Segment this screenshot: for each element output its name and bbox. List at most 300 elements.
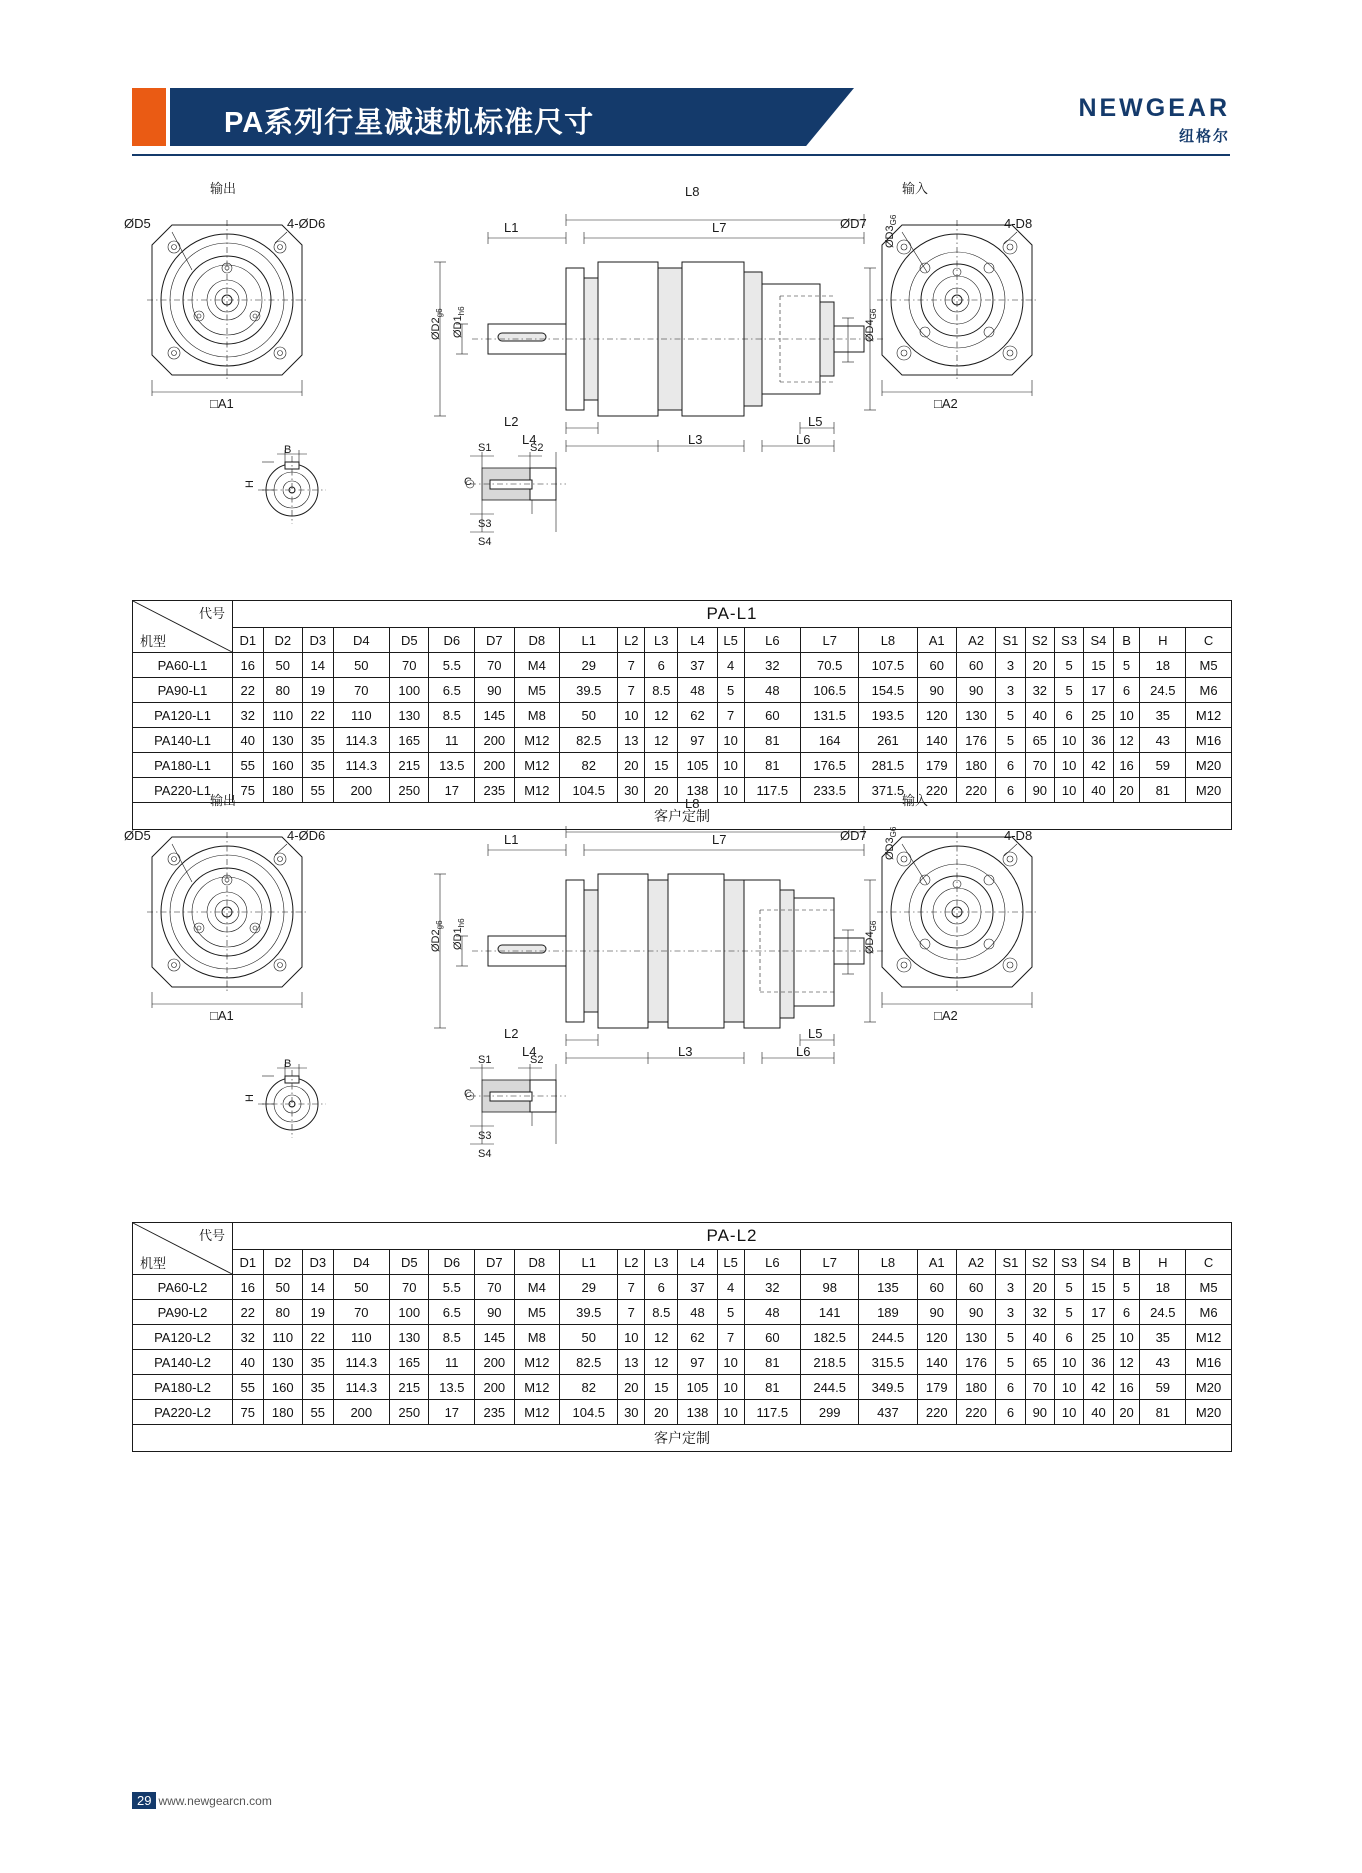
cell: 25 bbox=[1084, 703, 1113, 728]
cell: 36 bbox=[1084, 728, 1113, 753]
table2-col: D5 bbox=[390, 1250, 429, 1275]
cell: 22 bbox=[302, 1325, 333, 1350]
d1-label-1: $ØD1_{h6}$ bbox=[452, 306, 467, 338]
table2-col: L1 bbox=[560, 1250, 618, 1275]
table2-model: PA180-L2 bbox=[133, 1375, 233, 1400]
cell: 5 bbox=[996, 703, 1025, 728]
cell: 5 bbox=[996, 1350, 1025, 1375]
cell: 3 bbox=[996, 1300, 1025, 1325]
cell: 10 bbox=[717, 1400, 744, 1425]
output-label-1: 输出 bbox=[210, 181, 237, 196]
c-label-1: C bbox=[464, 476, 472, 488]
table2-col: D1 bbox=[233, 1250, 264, 1275]
brand-name-cn: 纽格尔 bbox=[1178, 128, 1230, 145]
s4-label-2: S4 bbox=[478, 1148, 492, 1160]
table2-corner-bottom: 机型 bbox=[140, 1256, 167, 1271]
table1-column-header-row bbox=[133, 628, 1232, 653]
cell: 29 bbox=[560, 653, 618, 678]
cell: 13 bbox=[618, 1350, 645, 1375]
cell: 15 bbox=[1084, 1275, 1113, 1300]
c-label-2: C bbox=[464, 1088, 472, 1100]
cell: 90 bbox=[475, 1300, 514, 1325]
cell: 5 bbox=[717, 678, 744, 703]
cell: 5 bbox=[1054, 1275, 1083, 1300]
cell: 250 bbox=[390, 778, 429, 803]
table-row bbox=[133, 1400, 1232, 1425]
cell: 15 bbox=[1084, 653, 1113, 678]
page-footer bbox=[132, 1792, 272, 1809]
cell: 50 bbox=[333, 653, 390, 678]
l3-label-1: L3 bbox=[688, 432, 703, 447]
d2-label-2: $ØD2_{g6}$ bbox=[430, 920, 445, 952]
cell: 200 bbox=[475, 728, 514, 753]
cell: 138 bbox=[678, 1400, 717, 1425]
table2-model: PA220-L2 bbox=[133, 1400, 233, 1425]
cell: 12 bbox=[645, 728, 678, 753]
cell: 97 bbox=[678, 1350, 717, 1375]
table2-col: S3 bbox=[1054, 1250, 1083, 1275]
cell: 106.5 bbox=[801, 678, 859, 703]
table2-col: D3 bbox=[302, 1250, 333, 1275]
cell: 215 bbox=[390, 753, 429, 778]
cell: 48 bbox=[678, 1300, 717, 1325]
cell: 20 bbox=[1113, 778, 1140, 803]
cell: 11 bbox=[429, 728, 475, 753]
cell: 10 bbox=[1054, 1400, 1083, 1425]
cell: 12 bbox=[1113, 728, 1140, 753]
l1-label-2: L1 bbox=[504, 832, 519, 847]
cell: 220 bbox=[917, 778, 956, 803]
cell: 40 bbox=[1084, 778, 1113, 803]
table1-col: D8 bbox=[514, 628, 560, 653]
cell: 81 bbox=[744, 753, 801, 778]
cell: 97 bbox=[678, 728, 717, 753]
cell: 32 bbox=[233, 1325, 264, 1350]
table1-col: L8 bbox=[859, 628, 917, 653]
cell: 37 bbox=[678, 1275, 717, 1300]
cell: 200 bbox=[475, 753, 514, 778]
cell: 70 bbox=[390, 653, 429, 678]
table-row bbox=[133, 728, 1232, 753]
cell: 130 bbox=[390, 703, 429, 728]
d4-label-2: $ØD4_{G6}$ bbox=[864, 920, 879, 954]
cell: 36 bbox=[1084, 1350, 1113, 1375]
cell: 37 bbox=[678, 653, 717, 678]
cell: 32 bbox=[1025, 1300, 1054, 1325]
header-rule bbox=[132, 154, 1230, 156]
cell: 22 bbox=[233, 678, 264, 703]
cell: M8 bbox=[514, 703, 560, 728]
cell: M20 bbox=[1186, 753, 1232, 778]
cell: 7 bbox=[717, 1325, 744, 1350]
cell: 24.5 bbox=[1140, 1300, 1186, 1325]
cell: 20 bbox=[645, 1400, 678, 1425]
cell: 35 bbox=[302, 1375, 333, 1400]
cell: 35 bbox=[1140, 1325, 1186, 1350]
table2-col: H bbox=[1140, 1250, 1186, 1275]
cell: 35 bbox=[302, 1350, 333, 1375]
cell: 5 bbox=[996, 728, 1025, 753]
cell: 16 bbox=[233, 653, 264, 678]
cell: 22 bbox=[302, 703, 333, 728]
cell: 114.3 bbox=[333, 1375, 390, 1400]
cell: 48 bbox=[744, 678, 801, 703]
cell: 7 bbox=[618, 678, 645, 703]
cell: 179 bbox=[917, 753, 956, 778]
cell: 6.5 bbox=[429, 678, 475, 703]
a2-label-1: □A2 bbox=[934, 396, 958, 411]
cell: M12 bbox=[514, 1375, 560, 1400]
cell: 20 bbox=[618, 1375, 645, 1400]
cell: 65 bbox=[1025, 1350, 1054, 1375]
table1-col: A2 bbox=[956, 628, 995, 653]
table1-col: D3 bbox=[302, 628, 333, 653]
cell: 59 bbox=[1140, 1375, 1186, 1400]
cell: 32 bbox=[744, 653, 801, 678]
cell: 261 bbox=[859, 728, 917, 753]
cell: 19 bbox=[302, 1300, 333, 1325]
cell: 12 bbox=[1113, 1350, 1140, 1375]
cell: 104.5 bbox=[560, 1400, 618, 1425]
cell: 43 bbox=[1140, 1350, 1186, 1375]
table2-corner bbox=[133, 1223, 233, 1275]
d7-label-2: ØD7 bbox=[840, 828, 867, 843]
d8-label-1: 4-D8 bbox=[1004, 216, 1033, 231]
table2-col: D4 bbox=[333, 1250, 390, 1275]
a1-label-1: □A1 bbox=[210, 396, 234, 411]
cell: M6 bbox=[1186, 1300, 1232, 1325]
cell: 5 bbox=[1113, 1275, 1140, 1300]
cell: 20 bbox=[1025, 653, 1054, 678]
cell: 200 bbox=[333, 1400, 390, 1425]
cell: 120 bbox=[917, 1325, 956, 1350]
cell: 6.5 bbox=[429, 1300, 475, 1325]
cell: 90 bbox=[956, 1300, 995, 1325]
cell: 39.5 bbox=[560, 1300, 618, 1325]
table2-col: L8 bbox=[859, 1250, 917, 1275]
cell: 141 bbox=[801, 1300, 859, 1325]
cell: 180 bbox=[956, 753, 995, 778]
cell: 10 bbox=[717, 728, 744, 753]
cell: M6 bbox=[1186, 678, 1232, 703]
brand-logo bbox=[1078, 94, 1230, 146]
cell: 10 bbox=[1054, 728, 1083, 753]
cell: M20 bbox=[1186, 778, 1232, 803]
cell: 40 bbox=[233, 728, 264, 753]
cell: 81 bbox=[744, 1350, 801, 1375]
page-title: PA系列行星减速机标准尺寸 bbox=[224, 107, 595, 139]
cell: 75 bbox=[233, 1400, 264, 1425]
cell: 110 bbox=[333, 1325, 390, 1350]
table1-col: D7 bbox=[475, 628, 514, 653]
cell: 10 bbox=[717, 1375, 744, 1400]
cell: 114.3 bbox=[333, 1350, 390, 1375]
cell: 7 bbox=[618, 1275, 645, 1300]
cell: M12 bbox=[514, 753, 560, 778]
table2-col: L7 bbox=[801, 1250, 859, 1275]
cell: 70 bbox=[390, 1275, 429, 1300]
cell: 6 bbox=[1054, 1325, 1083, 1350]
cell: 117.5 bbox=[744, 1400, 801, 1425]
table1-col: S1 bbox=[996, 628, 1025, 653]
cell: 105 bbox=[678, 753, 717, 778]
cell: 5 bbox=[1054, 653, 1083, 678]
cell: 5.5 bbox=[429, 653, 475, 678]
cell: 22 bbox=[233, 1300, 264, 1325]
cell: 6 bbox=[645, 1275, 678, 1300]
table2-col: C bbox=[1186, 1250, 1232, 1275]
cell: 145 bbox=[475, 703, 514, 728]
table1-model: PA90-L1 bbox=[133, 678, 233, 703]
cell: 6 bbox=[996, 1375, 1025, 1400]
input-label-2: 输入 bbox=[902, 793, 929, 808]
cell: 10 bbox=[1113, 1325, 1140, 1350]
cell: 5 bbox=[717, 1300, 744, 1325]
cell: 10 bbox=[1113, 703, 1140, 728]
h-label-2: H bbox=[244, 1094, 256, 1102]
l8-label-2: L8 bbox=[685, 796, 700, 811]
cell: 5.5 bbox=[429, 1275, 475, 1300]
cell: 6 bbox=[645, 653, 678, 678]
cell: 17 bbox=[429, 778, 475, 803]
cell: 12 bbox=[645, 703, 678, 728]
cell: 20 bbox=[618, 753, 645, 778]
table-row bbox=[133, 753, 1232, 778]
cell: 130 bbox=[956, 703, 995, 728]
table-row bbox=[133, 1350, 1232, 1375]
cell: 55 bbox=[233, 1375, 264, 1400]
d5-label-2: ØD5 bbox=[124, 828, 151, 843]
table-row bbox=[133, 653, 1232, 678]
cell: 349.5 bbox=[859, 1375, 917, 1400]
cell: 138 bbox=[678, 778, 717, 803]
cell: 50 bbox=[560, 1325, 618, 1350]
s3-label-1: S3 bbox=[478, 518, 492, 530]
cell: M5 bbox=[514, 1300, 560, 1325]
cell: 130 bbox=[263, 1350, 302, 1375]
table2-col: A2 bbox=[956, 1250, 995, 1275]
table2-model: PA90-L2 bbox=[133, 1300, 233, 1325]
cell: 8.5 bbox=[429, 1325, 475, 1350]
table-pa-l2-wrap bbox=[132, 1222, 1232, 1452]
cell: 55 bbox=[302, 778, 333, 803]
cell: 80 bbox=[263, 1300, 302, 1325]
d1-label-2: $ØD1_{h6}$ bbox=[452, 918, 467, 950]
cell: M20 bbox=[1186, 1375, 1232, 1400]
cell: 60 bbox=[917, 1275, 956, 1300]
cell: 81 bbox=[744, 1375, 801, 1400]
table2-col: D6 bbox=[429, 1250, 475, 1275]
cell: 81 bbox=[744, 728, 801, 753]
cell: 40 bbox=[1025, 703, 1054, 728]
table1-col: D6 bbox=[429, 628, 475, 653]
cell: 130 bbox=[956, 1325, 995, 1350]
output-face-view-2 bbox=[132, 822, 372, 1022]
table-row bbox=[133, 1275, 1232, 1300]
cell: 13 bbox=[618, 728, 645, 753]
cell: 131.5 bbox=[801, 703, 859, 728]
cell: 220 bbox=[956, 1400, 995, 1425]
cell: 10 bbox=[1054, 753, 1083, 778]
cell: 220 bbox=[917, 1400, 956, 1425]
cell: 16 bbox=[233, 1275, 264, 1300]
table2-col: B bbox=[1113, 1250, 1140, 1275]
cell: 40 bbox=[1084, 1400, 1113, 1425]
cell: 30 bbox=[618, 1400, 645, 1425]
table1-model: PA60-L1 bbox=[133, 653, 233, 678]
cell: 5 bbox=[1054, 678, 1083, 703]
cell: 104.5 bbox=[560, 778, 618, 803]
table2-model: PA120-L2 bbox=[133, 1325, 233, 1350]
l4-label-1: L4 bbox=[522, 432, 537, 447]
cell: 6 bbox=[1054, 703, 1083, 728]
cell: 117.5 bbox=[744, 778, 801, 803]
table2-col: L5 bbox=[717, 1250, 744, 1275]
cell: 200 bbox=[475, 1350, 514, 1375]
cell: 20 bbox=[645, 778, 678, 803]
cell: 30 bbox=[618, 778, 645, 803]
cell: 16 bbox=[1113, 753, 1140, 778]
l6-label-1: L6 bbox=[796, 432, 811, 447]
d6-label-1: 4-ØD6 bbox=[287, 216, 326, 231]
table1-col: L3 bbox=[645, 628, 678, 653]
table1-col: H bbox=[1140, 628, 1186, 653]
b-label-2: B bbox=[284, 1058, 292, 1070]
cell: 60 bbox=[744, 1325, 801, 1350]
table1-col: L1 bbox=[560, 628, 618, 653]
cell: 5 bbox=[1054, 1300, 1083, 1325]
l7-label-2: L7 bbox=[712, 832, 727, 847]
cell: 193.5 bbox=[859, 703, 917, 728]
cell: 70 bbox=[333, 678, 390, 703]
cell: 98 bbox=[801, 1275, 859, 1300]
cell: 180 bbox=[956, 1375, 995, 1400]
cell: M5 bbox=[1186, 653, 1232, 678]
cell: 220 bbox=[956, 778, 995, 803]
cell: 5 bbox=[1113, 653, 1140, 678]
bolt-detail-view-1 bbox=[390, 440, 590, 550]
cell: 82 bbox=[560, 1375, 618, 1400]
cell: 8.5 bbox=[645, 1300, 678, 1325]
cell: 55 bbox=[233, 753, 264, 778]
cell: 70 bbox=[1025, 1375, 1054, 1400]
cell: 107.5 bbox=[859, 653, 917, 678]
cell: 18 bbox=[1140, 653, 1186, 678]
table1-corner-bottom: 机型 bbox=[140, 634, 167, 649]
d8-label-2: 4-D8 bbox=[1004, 828, 1033, 843]
cell: 235 bbox=[475, 1400, 514, 1425]
cell: 50 bbox=[333, 1275, 390, 1300]
table2-col: D2 bbox=[263, 1250, 302, 1275]
cell: 50 bbox=[560, 703, 618, 728]
table1-col: D2 bbox=[263, 628, 302, 653]
table1-col: S4 bbox=[1084, 628, 1113, 653]
l6-label-2: L6 bbox=[796, 1044, 811, 1059]
cell: 10 bbox=[717, 1350, 744, 1375]
table1-col: A1 bbox=[917, 628, 956, 653]
b-label-1: B bbox=[284, 444, 292, 456]
page-number: 29 bbox=[132, 1792, 156, 1809]
cell: M8 bbox=[514, 1325, 560, 1350]
cell: 3 bbox=[996, 653, 1025, 678]
cell: 24.5 bbox=[1140, 678, 1186, 703]
cell: 315.5 bbox=[859, 1350, 917, 1375]
table-row bbox=[133, 1325, 1232, 1350]
cell: 48 bbox=[678, 678, 717, 703]
cell: M5 bbox=[514, 678, 560, 703]
cell: 233.5 bbox=[801, 778, 859, 803]
table1-col: C bbox=[1186, 628, 1232, 653]
s2-label-1: S2 bbox=[530, 442, 544, 454]
cell: M16 bbox=[1186, 1350, 1232, 1375]
cell: 62 bbox=[678, 1325, 717, 1350]
cell: 10 bbox=[717, 778, 744, 803]
cell: 371.5 bbox=[859, 778, 917, 803]
cell: 16 bbox=[1113, 1375, 1140, 1400]
table2-col: A1 bbox=[917, 1250, 956, 1275]
d5-label-1: ØD5 bbox=[124, 216, 151, 231]
l2-label-2: L2 bbox=[504, 1026, 519, 1041]
cell: 42 bbox=[1084, 1375, 1113, 1400]
table-row bbox=[133, 1375, 1232, 1400]
cell: 90 bbox=[475, 678, 514, 703]
table2-model: PA60-L2 bbox=[133, 1275, 233, 1300]
cell: 60 bbox=[917, 653, 956, 678]
d4-label-1: $ØD4_{G6}$ bbox=[864, 308, 879, 342]
cell: M12 bbox=[1186, 1325, 1232, 1350]
cell: 5 bbox=[996, 1325, 1025, 1350]
cell: 114.3 bbox=[333, 753, 390, 778]
cell: 13.5 bbox=[429, 1375, 475, 1400]
s1-label-1: S1 bbox=[478, 442, 492, 454]
cell: 180 bbox=[263, 1400, 302, 1425]
table1-col: D1 bbox=[233, 628, 264, 653]
table1-col: L6 bbox=[744, 628, 801, 653]
cell: M20 bbox=[1186, 1400, 1232, 1425]
cell: 182.5 bbox=[801, 1325, 859, 1350]
cell: 17 bbox=[429, 1400, 475, 1425]
cell: 110 bbox=[263, 1325, 302, 1350]
cell: 70 bbox=[475, 1275, 514, 1300]
cell: 12 bbox=[645, 1325, 678, 1350]
cell: 70 bbox=[475, 653, 514, 678]
cell: 281.5 bbox=[859, 753, 917, 778]
cell: 81 bbox=[1140, 778, 1186, 803]
cell: 39.5 bbox=[560, 678, 618, 703]
table1-col: D5 bbox=[390, 628, 429, 653]
cell: 82.5 bbox=[560, 728, 618, 753]
cell: 218.5 bbox=[801, 1350, 859, 1375]
cell: 8.5 bbox=[429, 703, 475, 728]
cell: 55 bbox=[302, 1400, 333, 1425]
d3-label-2: $ØD3_{G6}$ bbox=[884, 826, 899, 860]
cell: 90 bbox=[956, 678, 995, 703]
table2-col: S4 bbox=[1084, 1250, 1113, 1275]
cell: 70 bbox=[1025, 753, 1054, 778]
cell: 40 bbox=[1025, 1325, 1054, 1350]
cell: 80 bbox=[263, 678, 302, 703]
cell: 244.5 bbox=[801, 1375, 859, 1400]
cell: 90 bbox=[917, 678, 956, 703]
table2-col: L2 bbox=[618, 1250, 645, 1275]
table1-model: PA180-L1 bbox=[133, 753, 233, 778]
cell: 6 bbox=[1113, 1300, 1140, 1325]
cell: 60 bbox=[956, 1275, 995, 1300]
cell: M4 bbox=[514, 1275, 560, 1300]
output-face-view-1 bbox=[132, 210, 372, 410]
cell: 10 bbox=[618, 1325, 645, 1350]
input-face-view-2 bbox=[832, 822, 1112, 1022]
